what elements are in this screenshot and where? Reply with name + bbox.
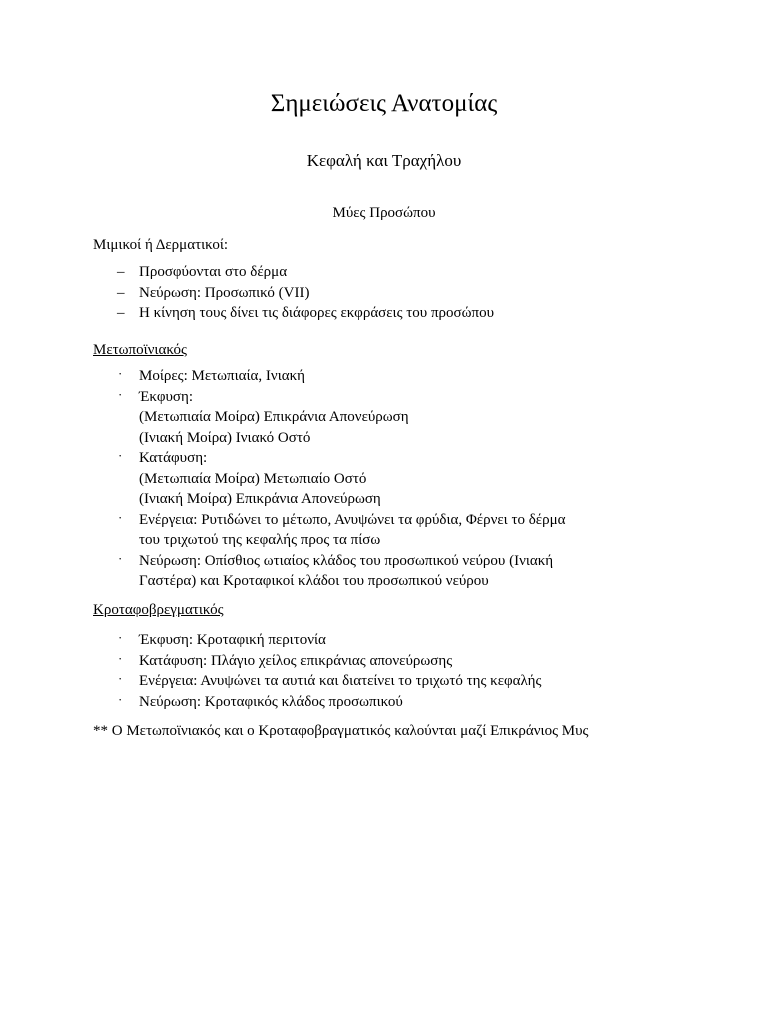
list-item — [93, 510, 566, 551]
muscle2-list — [93, 630, 541, 712]
bullet-marker: · — [118, 386, 123, 402]
bullet-marker: · — [118, 650, 123, 666]
section-heading: Μύες Προσώπου — [332, 205, 436, 221]
document-title: Σημειώσεις Ανατομίας — [270, 90, 498, 117]
list-item-text: Κατάφυση: — [139, 450, 208, 466]
bullet-marker: · — [118, 509, 123, 525]
list-item-text: Έκφυση: Κροταφική περιτονία — [139, 632, 326, 648]
list-item — [93, 366, 566, 387]
muscle1-list — [93, 366, 566, 592]
list-item — [93, 692, 541, 713]
list-item-text: Γαστέρα) και Κροταφικοί κλάδοι του προσωπικού νεύρου — [139, 573, 489, 589]
list-item-text: Νεύρωση: Κροταφικός κλάδος προσωπικού — [139, 693, 403, 710]
bullet-marker: · — [118, 550, 123, 566]
list-item-text: Νεύρωση: Προσωπικό (VII) — [139, 284, 310, 301]
list-item-text: Ενέργεια: Ανυψώνει τα αυτιά και διατείνει το τριχωτό της κεφαλής — [139, 673, 542, 689]
list-item-text: Η κίνηση τους δίνει τις διάφορες εκφράσεις του προσώπου — [139, 305, 495, 321]
list-item-text: Νεύρωση: Οπίσθιος ωτιαίος κλάδος του προσωπικού νεύρου (Ινιακή — [139, 552, 554, 569]
list-item-text: (Μετωπιαία Μοίρα) Μετωπιαίο Οστό — [139, 470, 367, 487]
bullet-marker: · — [118, 448, 123, 463]
bullet-marker: · — [118, 366, 123, 381]
list-item — [93, 262, 494, 283]
dash-marker: – — [117, 305, 125, 321]
list-item — [93, 651, 541, 672]
dash-marker: – — [117, 264, 125, 280]
list-item-text: Προσφύονται στο δέρμα — [139, 264, 288, 280]
list-item-text: Ενέργεια: Ρυτιδώνει το μέτωπο, Ανυψώνει τα φρύδια, Φέρνει το δέρμα — [139, 511, 566, 528]
list-item — [93, 448, 566, 510]
list-item — [93, 551, 566, 592]
muscle-heading-temporoparietalis: Κροταφοβρεγματικός — [93, 602, 224, 618]
dash-marker: – — [117, 284, 125, 301]
list-item-text: (Ινιακή Μοίρα) Επικράνια Απονεύρωση — [139, 491, 381, 507]
document-subtitle: Κεφαλή και Τραχήλου — [306, 151, 462, 170]
list-item — [93, 630, 541, 651]
list-item — [93, 283, 494, 304]
list-item — [93, 387, 566, 449]
intro-list — [93, 262, 494, 324]
list-item-text: Κατάφυση: Πλάγιο χείλος επικράνιας απονεύρωσης — [139, 652, 453, 669]
bullet-marker: · — [118, 691, 123, 707]
bullet-marker: · — [118, 671, 123, 686]
list-item — [93, 303, 494, 324]
list-item-text: (Μετωπιαία Μοίρα) Επικράνια Απονεύρωση — [139, 409, 409, 425]
list-item-text: Μοίρες: Μετωπιαία, Ινιακή — [139, 368, 305, 384]
bullet-marker: · — [118, 630, 123, 645]
intro-label: Μιμικοί ή Δερματικοί: — [93, 237, 229, 253]
list-item — [93, 671, 541, 692]
footnote: ** Ο Μετωποϊνιακός και ο Κροταφοβραγματικός καλούνται μαζί Επικράνιος Μυς — [93, 723, 589, 739]
list-item-text: (Ινιακή Μοίρα) Ινιακό Οστό — [139, 429, 311, 446]
muscle-heading-frontooccipitalis: Μετωποϊνιακός — [93, 342, 187, 358]
list-item-text: του τριχωτού της κεφαλής προς τα πίσω — [139, 532, 381, 548]
list-item-text: Έκφυση: — [139, 388, 194, 405]
